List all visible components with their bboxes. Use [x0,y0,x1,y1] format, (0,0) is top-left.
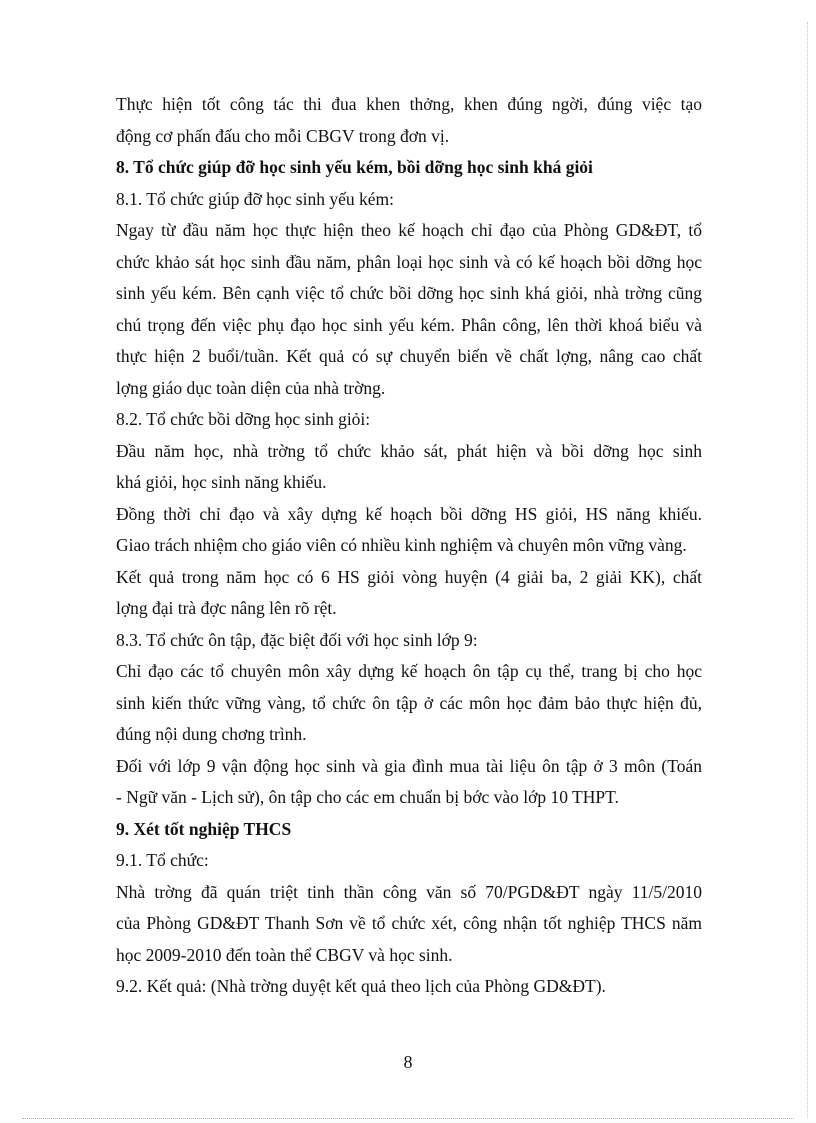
text-line: lợng đại trà đợc nâng lên rõ rệt. [116,598,337,618]
paragraph [116,499,702,562]
paragraph [116,89,702,152]
text-line: Thực hiện tốt công tác thi đua khen thởng, khen đúng ngời, đúng việc tạo [116,94,702,114]
text-line: chú trọng đến việc phụ đạo học sinh yếu kém. Phân công, lên thời khoá biểu và [116,314,702,335]
text-line: Ngay từ đầu năm học thực hiện theo kế hoạch chỉ đạo của Phòng GD&ĐT, tổ [116,220,702,240]
paragraph [116,877,702,972]
page-border-right [807,22,808,1118]
body-text [116,89,702,1003]
text-line: đúng nội dung chơng trình. [116,724,307,744]
paragraph [116,436,702,499]
section-heading [116,814,702,846]
text-line: Kết quả trong năm học có 6 HS giỏi vòng huyện (4 giải ba, 2 giải KK), chất [116,566,702,587]
text-line: 8.3. Tổ chức ôn tập, đặc biệt đối với học sinh lớp 9: [116,629,478,650]
text-line: 8.1. Tổ chức giúp đỡ học sinh yếu kém: [116,188,394,209]
text-line: chức khảo sát học sinh đầu năm, phân loại học sinh và có kế hoạch bồi dỡng học [116,251,702,272]
text-line: thực hiện 2 buổi/tuần. Kết quả có sự chuyển biến về chất lợng, nâng cao chất [116,346,702,366]
paragraph [116,656,702,751]
text-line: Đồng thời chỉ đạo và xây dựng kế hoạch bồi dỡng HS giỏi, HS năng khiếu. [116,503,702,524]
text-line: 9.2. Kết quả: (Nhà trờng duyệt kết quả theo lịch của Phòng GD&ĐT). [116,976,606,996]
text-line: 9.1. Tổ chức: [116,850,209,870]
text-line: Chỉ đạo các tổ chuyên môn xây dựng kế hoạch ôn tập cụ thể, trang bị cho học [116,661,702,681]
paragraph [116,562,702,625]
text-line: khá giỏi, học sinh năng khiếu. [116,472,327,492]
paragraph [116,751,702,814]
paragraph [116,625,702,657]
text-line: 8. Tổ chức giúp đỡ học sinh yếu kém, bồi dỡng học sinh khá giỏi [116,157,593,177]
text-line: động cơ phấn đấu cho mỗi CBGV trong đơn vị. [116,125,450,146]
text-line: Đối với lớp 9 vận động học sinh và gia đình mua tài liệu ôn tập ở 3 môn (Toán [116,755,702,776]
page-number: 8 [403,1052,413,1072]
paragraph [116,845,702,877]
text-line: Giao trách nhiệm cho giáo viên có nhiều kinh nghiệm và chuyên môn vững vàng. [116,535,687,555]
paragraph [116,184,702,216]
text-line: học 2009-2010 đến toàn thể CBGV và học sinh. [116,944,453,965]
text-line: sinh yếu kém. Bên cạnh việc tổ chức bồi dỡng học sinh khá giỏi, nhà trờng cũng [116,283,702,303]
text-line: Đầu năm học, nhà trờng tổ chức khảo sát, phát hiện và bồi dỡng học sinh [116,440,702,461]
section-heading [116,152,702,184]
text-line: 8.2. Tổ chức bồi dỡng học sinh giỏi: [116,409,371,429]
text-line: Nhà trờng đã quán triệt tinh thần công văn số 70/PGD&ĐT ngày 11/5/2010 [116,881,702,902]
paragraph [116,971,702,1003]
text-line: 9. Xét tốt nghiệp THCS [116,818,292,839]
text-line: lợng giáo dục toàn diện của nhà trờng. [116,377,386,398]
page-border-bottom [22,1118,794,1119]
text-line: - Ngữ văn - Lịch sử), ôn tập cho các em chuẩn bị bớc vào lớp 10 THPT. [116,787,619,807]
paragraph [116,215,702,404]
text-line: của Phòng GD&ĐT Thanh Sơn về tổ chức xét, công nhận tốt nghiệp THCS năm [116,913,702,933]
paragraph [116,404,702,436]
text-line: sinh kiến thức vững vàng, tổ chức ôn tập ở các môn học đảm bảo thực hiện đủ, [116,692,702,713]
